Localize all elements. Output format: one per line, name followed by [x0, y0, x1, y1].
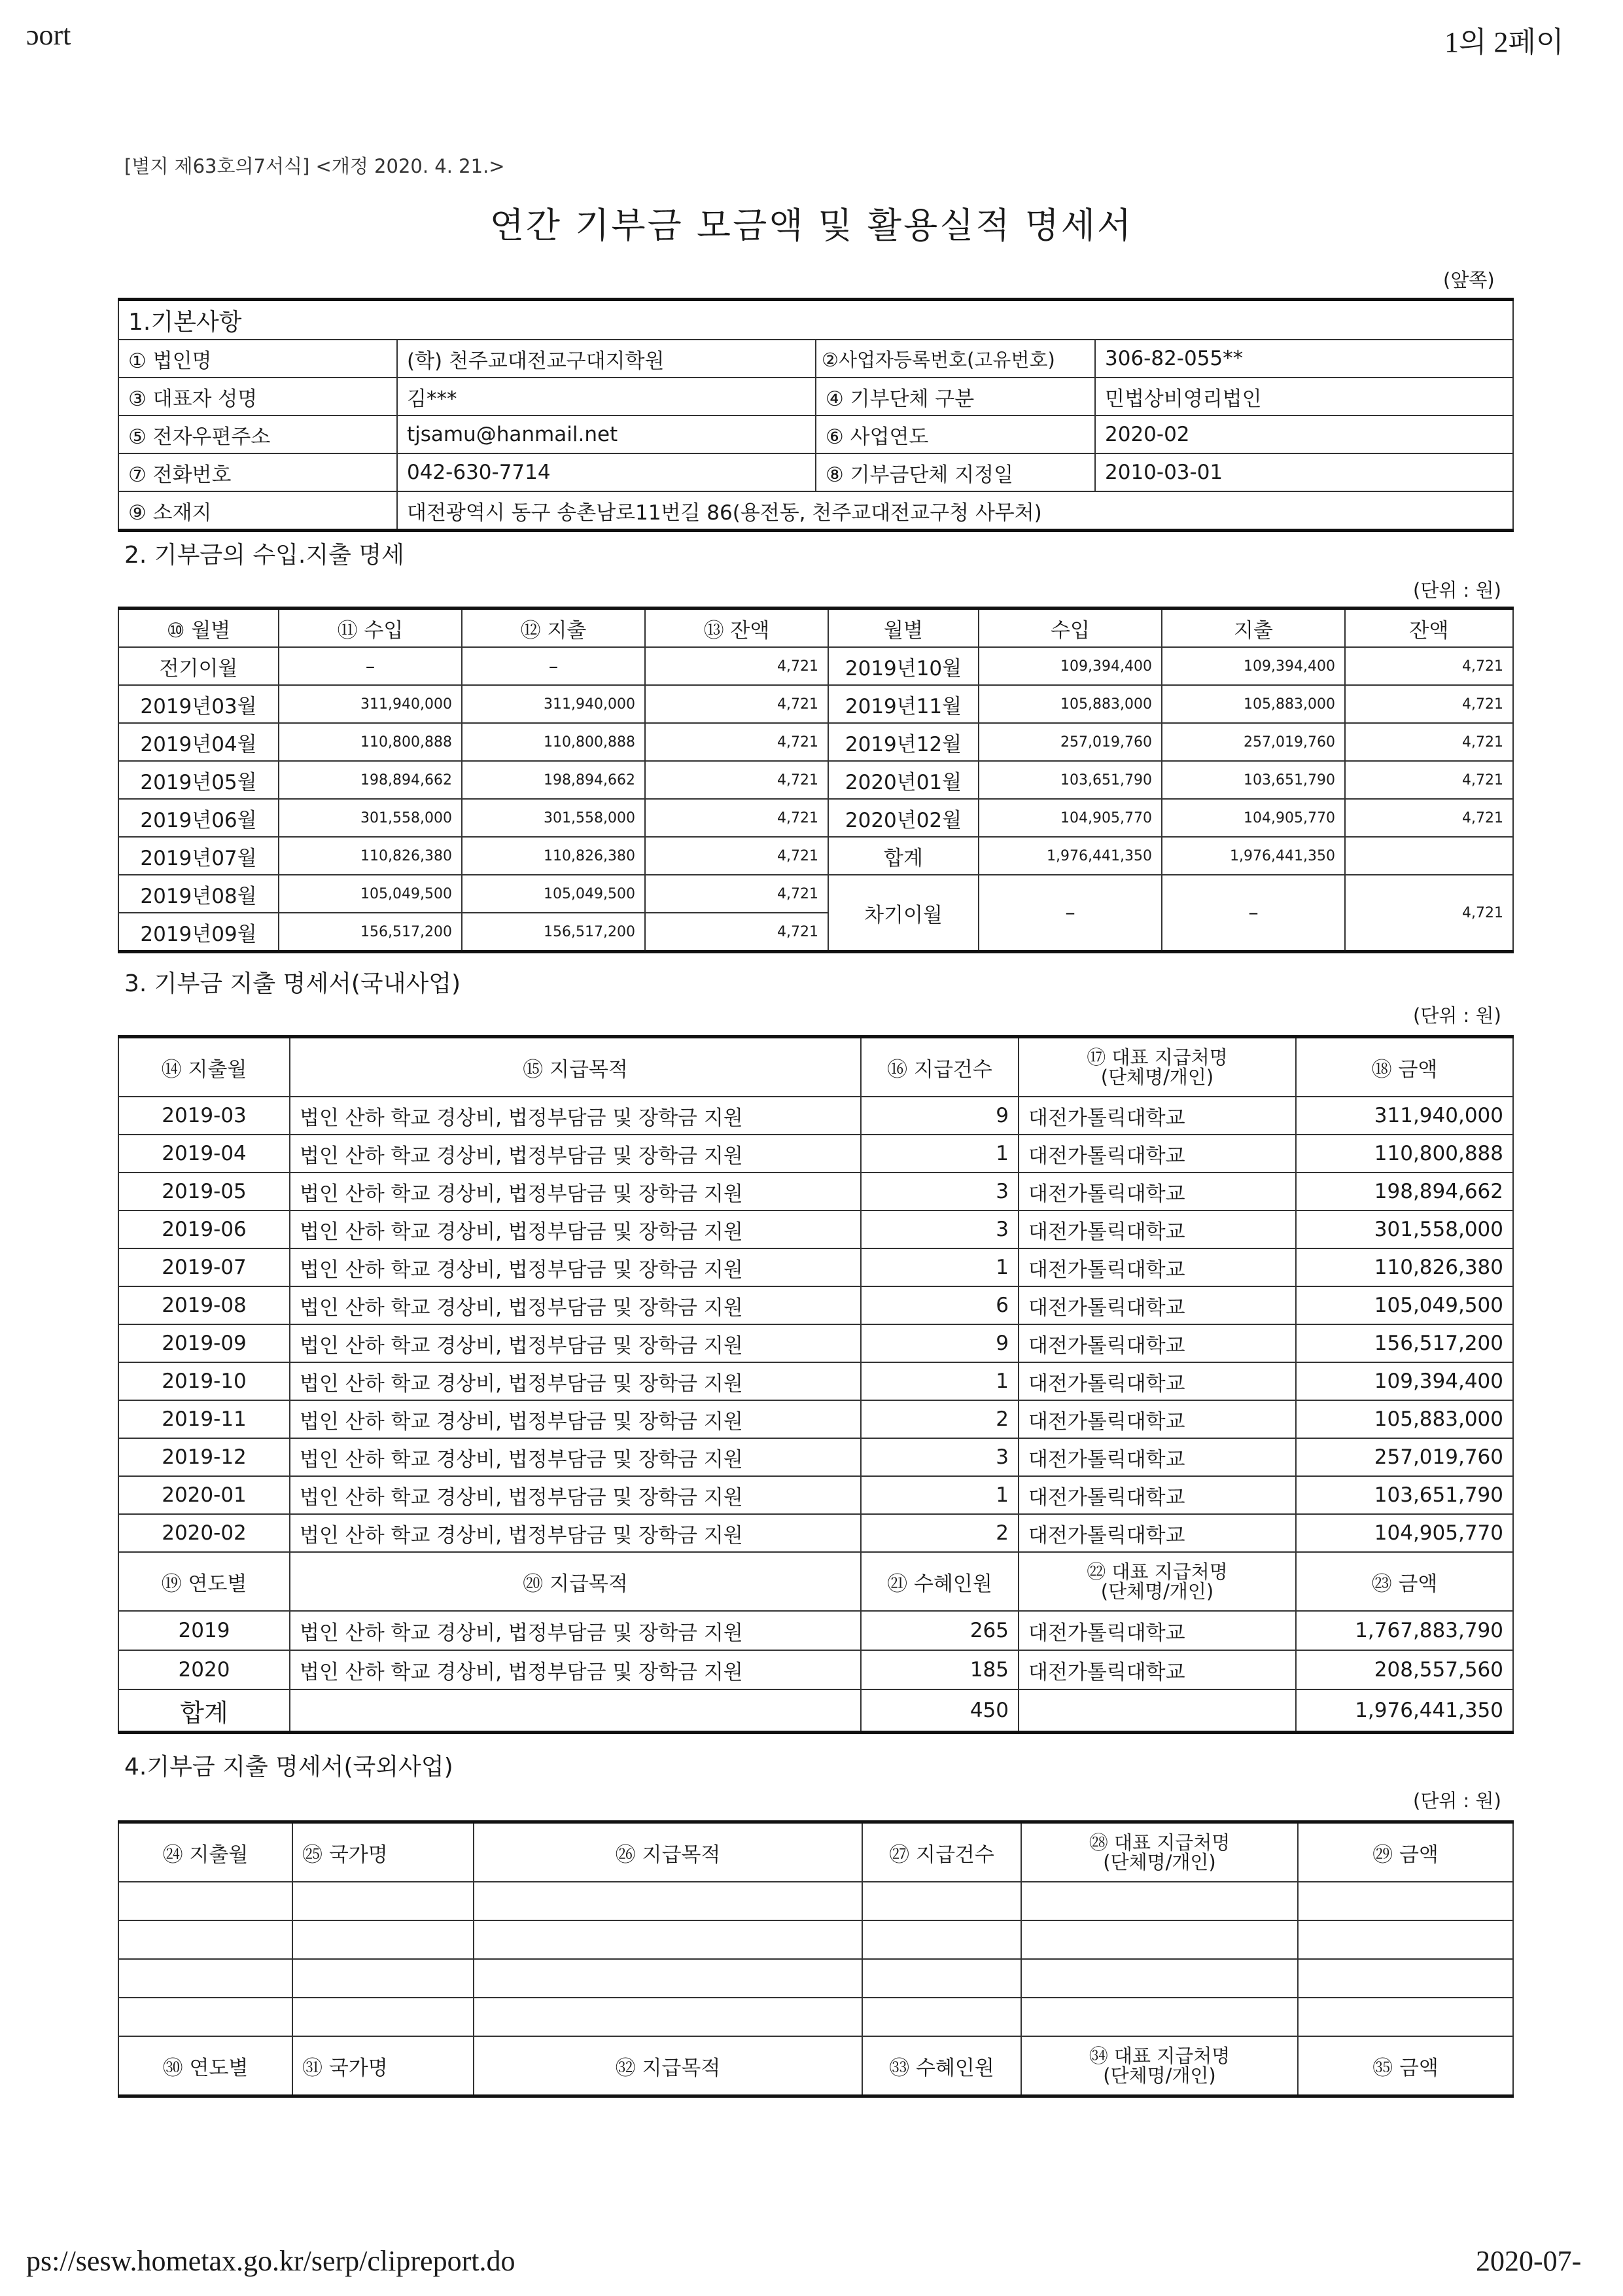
purpose-cell: 법인 산하 학교 경상비, 법정부담금 및 장학금 지원 — [290, 1362, 861, 1400]
field-label: ③ 대표자 성명 — [118, 378, 397, 415]
empty-cell — [1298, 1882, 1513, 1920]
column-header — [1021, 1822, 1298, 1882]
corp-name-value: (학) 천주교대전교구대지학원 — [397, 340, 816, 378]
print-header-left: ɔort — [26, 19, 71, 51]
column-header: ⑲ 연도별 — [118, 1552, 290, 1611]
column-header: 지출 — [1162, 609, 1345, 648]
balance-cell: 4,721 — [645, 761, 828, 799]
recipient-cell: 대전가톨릭대학교 — [1019, 1173, 1296, 1210]
month-cell: 2019-08 — [118, 1286, 290, 1324]
expense-cell: 198,894,662 — [462, 761, 645, 799]
basic-info-heading-row — [118, 300, 1513, 340]
income-cell: 109,394,400 — [979, 647, 1162, 685]
overseas-expense-table — [118, 1820, 1514, 2098]
empty-cell — [292, 1959, 474, 1998]
basic-info-row — [118, 415, 1513, 453]
purpose-cell: 법인 산하 학교 경상비, 법정부담금 및 장학금 지원 — [290, 1438, 861, 1476]
expense-cell: 105,049,500 — [462, 875, 645, 913]
expense-cell: 110,826,380 — [462, 837, 645, 875]
section-2-heading: 2. 기부금의 수입.지출 명세 — [124, 542, 404, 569]
phone-value: 042-630-7714 — [397, 453, 816, 491]
table-row — [118, 1400, 1513, 1438]
count-cell: 1 — [861, 1135, 1019, 1173]
field-label: ②사업자등록번호(고유번호) — [816, 340, 1095, 378]
amount-cell: 208,557,560 — [1296, 1650, 1513, 1689]
month-cell: 2019-07 — [118, 1248, 290, 1286]
count-cell: 3 — [861, 1210, 1019, 1248]
income-cell: 1,976,441,350 — [979, 837, 1162, 875]
month-cell: 2020년01월 — [828, 761, 979, 799]
beneficiary-count-cell: 185 — [861, 1650, 1019, 1689]
column-header: ㉓ 금액 — [1296, 1552, 1513, 1611]
balance-cell: 4,721 — [1345, 799, 1513, 837]
recipient-cell: 대전가톨릭대학교 — [1019, 1097, 1296, 1135]
column-header: ㉛ 국가명 — [292, 2036, 474, 2096]
month-cell: 2019-12 — [118, 1438, 290, 1476]
income-cell: 110,826,380 — [279, 837, 462, 875]
purpose-cell: 법인 산하 학교 경상비, 법정부담금 및 장학금 지원 — [290, 1650, 861, 1689]
column-header: ⑫ 지출 — [462, 609, 645, 648]
purpose-cell: 법인 산하 학교 경상비, 법정부담금 및 장학금 지원 — [290, 1173, 861, 1210]
field-label: ① 법인명 — [118, 340, 397, 378]
count-cell: 3 — [861, 1438, 1019, 1476]
field-label: ⑨ 소재지 — [118, 491, 397, 531]
basic-info-row — [118, 491, 1513, 531]
page-title: 연간 기부금 모금액 및 활용실적 명세서 — [489, 205, 1134, 246]
table-row — [118, 1611, 1513, 1650]
amount-cell: 104,905,770 — [1296, 1514, 1513, 1552]
recipient-cell: 대전가톨릭대학교 — [1019, 1514, 1296, 1552]
empty-cell — [1298, 1959, 1513, 1998]
month-cell: 2019년09월 — [118, 913, 279, 952]
column-header — [1019, 1552, 1296, 1611]
total-amount: 1,976,441,350 — [1296, 1689, 1513, 1733]
carry-forward-balance: 4,721 — [1345, 875, 1513, 952]
email-value: tjsamu@hanmail.net — [397, 415, 816, 453]
purpose-cell: 법인 산하 학교 경상비, 법정부담금 및 장학금 지원 — [290, 1476, 861, 1514]
empty-cell — [1298, 1920, 1513, 1959]
empty-cell — [118, 1959, 292, 1998]
representative-value: 김*** — [397, 378, 816, 415]
amount-cell: 156,517,200 — [1296, 1324, 1513, 1362]
amount-cell: 105,049,500 — [1296, 1286, 1513, 1324]
purpose-cell: 법인 산하 학교 경상비, 법정부담금 및 장학금 지원 — [290, 1514, 861, 1552]
carry-forward-label: 차기이월 — [828, 875, 979, 952]
month-cell: 2019-05 — [118, 1173, 290, 1210]
empty-cell — [474, 1959, 862, 1998]
year-cell: 2019 — [118, 1611, 290, 1650]
empty-cell — [1298, 1998, 1513, 2036]
column-header: ⑳ 지급목적 — [290, 1552, 861, 1611]
column-header: ㉔ 지출월 — [118, 1822, 292, 1882]
month-cell: 2019년04월 — [118, 723, 279, 761]
column-header: 잔액 — [1345, 609, 1513, 648]
field-label: ⑦ 전화번호 — [118, 453, 397, 491]
total-beneficiaries: 450 — [861, 1689, 1019, 1733]
recipient-header-line: ㉘ 대표 지급처명 — [1089, 1831, 1230, 1854]
column-header — [1019, 1037, 1296, 1097]
balance-cell: 4,721 — [1345, 685, 1513, 723]
empty-row — [118, 1998, 1513, 2036]
month-cell: 2019-11 — [118, 1400, 290, 1438]
carry-forward-income: – — [979, 875, 1162, 952]
table-row — [118, 1324, 1513, 1362]
month-cell: 2019년05월 — [118, 761, 279, 799]
expense-cell: 311,940,000 — [462, 685, 645, 723]
business-number-value: 306-82-055** — [1095, 340, 1513, 378]
column-header: ⑱ 금액 — [1296, 1037, 1513, 1097]
month-cell: 2020-01 — [118, 1476, 290, 1514]
address-value: 대전광역시 동구 송촌남로11번길 86(용전동, 천주교대전교구청 사무처) — [397, 491, 1513, 531]
table-row — [118, 1173, 1513, 1210]
column-header: ㉕ 국가명 — [292, 1822, 474, 1882]
month-cell: 2019-06 — [118, 1210, 290, 1248]
income-cell: 311,940,000 — [279, 685, 462, 723]
recipient-cell: 대전가톨릭대학교 — [1019, 1611, 1296, 1650]
section-1-heading: 1.기본사항 — [118, 300, 1513, 340]
header-row — [118, 1037, 1513, 1097]
donor-type-value: 민법상비영리법인 — [1095, 378, 1513, 415]
column-header: 수입 — [979, 609, 1162, 648]
balance-cell: 4,721 — [645, 913, 828, 952]
count-cell: 1 — [861, 1476, 1019, 1514]
empty-cell — [474, 1882, 862, 1920]
section-3-unit: (단위 : 원) — [1413, 1004, 1501, 1027]
month-cell: 2019년06월 — [118, 799, 279, 837]
empty-cell — [1021, 1882, 1298, 1920]
table-row — [118, 1097, 1513, 1135]
column-header: ㉟ 금액 — [1298, 2036, 1513, 2096]
recipient-cell: 대전가톨릭대학교 — [1019, 1438, 1296, 1476]
recipient-cell: 대전가톨릭대학교 — [1019, 1650, 1296, 1689]
table-row — [118, 875, 1513, 913]
amount-cell: 110,826,380 — [1296, 1248, 1513, 1286]
balance-cell: 4,721 — [1345, 647, 1513, 685]
column-header: ㉙ 금액 — [1298, 1822, 1513, 1882]
table-row — [118, 1210, 1513, 1248]
month-cell: 합계 — [828, 837, 979, 875]
basic-info-row — [118, 453, 1513, 491]
purpose-cell: 법인 산하 학교 경상비, 법정부담금 및 장학금 지원 — [290, 1248, 861, 1286]
footer-url: ps://sesw.hometax.go.kr/serp/clipreport.do — [26, 2245, 515, 2277]
income-cell: 257,019,760 — [979, 723, 1162, 761]
column-header: ⑮ 지급목적 — [290, 1037, 861, 1097]
column-header: ㉝ 수혜인원 — [862, 2036, 1021, 2096]
recipient-header-line: ⑰ 대표 지급처명 — [1087, 1046, 1228, 1069]
header-row — [118, 2036, 1513, 2096]
print-header-page: 1의 2페이 — [1444, 26, 1564, 58]
balance-cell — [1345, 837, 1513, 875]
year-cell: 2020 — [118, 1650, 290, 1689]
expense-cell: 109,394,400 — [1162, 647, 1345, 685]
total-label: 합계 — [118, 1689, 290, 1733]
recipient-header-line: ㉞ 대표 지급처명 — [1089, 2045, 1230, 2067]
income-cell: 156,517,200 — [279, 913, 462, 952]
income-cell: 198,894,662 — [279, 761, 462, 799]
page-side-label: (앞쪽) — [1443, 269, 1495, 291]
empty-cell — [862, 1959, 1021, 1998]
month-cell: 2019-03 — [118, 1097, 290, 1135]
column-header: ⑯ 지급건수 — [861, 1037, 1019, 1097]
recipient-header-line: ㉒ 대표 지급처명 — [1087, 1561, 1228, 1583]
amount-cell: 110,800,888 — [1296, 1135, 1513, 1173]
section-4-heading: 4.기부금 지출 명세서(국외사업) — [124, 1754, 453, 1780]
recipient-cell: 대전가톨릭대학교 — [1019, 1476, 1296, 1514]
expense-cell: 110,800,888 — [462, 723, 645, 761]
count-cell: 1 — [861, 1248, 1019, 1286]
section-4-unit: (단위 : 원) — [1413, 1790, 1501, 1812]
purpose-cell: 법인 산하 학교 경상비, 법정부담금 및 장학금 지원 — [290, 1135, 861, 1173]
month-cell: 2019년12월 — [828, 723, 979, 761]
basic-info-row — [118, 340, 1513, 378]
count-cell: 2 — [861, 1514, 1019, 1552]
empty-cell — [1021, 1959, 1298, 1998]
table-row — [118, 647, 1513, 685]
empty-cell — [292, 1920, 474, 1959]
recipient-cell: 대전가톨릭대학교 — [1019, 1324, 1296, 1362]
header-row — [118, 1552, 1513, 1611]
month-cell: 2019년07월 — [118, 837, 279, 875]
month-cell: 2019년11월 — [828, 685, 979, 723]
count-cell: 6 — [861, 1286, 1019, 1324]
table-row — [118, 1135, 1513, 1173]
month-cell: 2020-02 — [118, 1514, 290, 1552]
section-3-heading: 3. 기부금 지출 명세서(국내사업) — [124, 970, 461, 997]
recipient-header-subline: (단체명/개인) — [1103, 1851, 1216, 1873]
purpose-cell: 법인 산하 학교 경상비, 법정부담금 및 장학금 지원 — [290, 1097, 861, 1135]
basic-info-row — [118, 378, 1513, 415]
beneficiary-count-cell: 265 — [861, 1611, 1019, 1650]
header-row — [118, 1822, 1513, 1882]
recipient-cell: 대전가톨릭대학교 — [1019, 1400, 1296, 1438]
table-row — [118, 1650, 1513, 1689]
expense-cell: 257,019,760 — [1162, 723, 1345, 761]
recipient-cell: 대전가톨릭대학교 — [1019, 1135, 1296, 1173]
column-header: ㉖ 지급목적 — [474, 1822, 862, 1882]
count-cell: 9 — [861, 1324, 1019, 1362]
expense-cell: 103,651,790 — [1162, 761, 1345, 799]
table-row — [118, 799, 1513, 837]
empty-cell — [474, 1998, 862, 2036]
empty-cell — [474, 1920, 862, 1959]
month-cell: 2019-04 — [118, 1135, 290, 1173]
amount-cell: 301,558,000 — [1296, 1210, 1513, 1248]
income-cell: 105,883,000 — [979, 685, 1162, 723]
table-row — [118, 1514, 1513, 1552]
balance-cell: 4,721 — [645, 799, 828, 837]
empty-cell — [292, 1882, 474, 1920]
total-empty — [1019, 1689, 1296, 1733]
recipient-header-subline: (단체명/개인) — [1100, 1066, 1214, 1088]
month-cell: 2020년02월 — [828, 799, 979, 837]
recipient-header-subline: (단체명/개인) — [1103, 2064, 1216, 2087]
empty-cell — [1021, 1920, 1298, 1959]
column-header: ⑩ 월별 — [118, 609, 279, 648]
basic-info-table — [118, 298, 1514, 532]
expense-cell: 301,558,000 — [462, 799, 645, 837]
column-header: ㉗ 지급건수 — [862, 1822, 1021, 1882]
table-row — [118, 723, 1513, 761]
empty-cell — [862, 1882, 1021, 1920]
balance-cell: 4,721 — [1345, 761, 1513, 799]
field-label: ⑧ 기부금단체 지정일 — [816, 453, 1095, 491]
footer-date: 2020-07- — [1476, 2245, 1582, 2277]
recipient-cell: 대전가톨릭대학교 — [1019, 1362, 1296, 1400]
count-cell: 3 — [861, 1173, 1019, 1210]
amount-cell: 103,651,790 — [1296, 1476, 1513, 1514]
month-cell: 2019-10 — [118, 1362, 290, 1400]
field-label: ④ 기부단체 구분 — [816, 378, 1095, 415]
month-cell: 전기이월 — [118, 647, 279, 685]
header-row — [118, 609, 1513, 648]
recipient-cell: 대전가톨릭대학교 — [1019, 1286, 1296, 1324]
amount-cell: 105,883,000 — [1296, 1400, 1513, 1438]
empty-cell — [292, 1998, 474, 2036]
recipient-cell: 대전가톨릭대학교 — [1019, 1248, 1296, 1286]
field-label: ⑤ 전자우편주소 — [118, 415, 397, 453]
expense-cell: – — [462, 647, 645, 685]
table-row — [118, 1438, 1513, 1476]
purpose-cell: 법인 산하 학교 경상비, 법정부담금 및 장학금 지원 — [290, 1286, 861, 1324]
month-cell: 2019-09 — [118, 1324, 290, 1362]
month-cell: 2019년03월 — [118, 685, 279, 723]
balance-cell: 4,721 — [645, 723, 828, 761]
table-row — [118, 1362, 1513, 1400]
expense-cell: 104,905,770 — [1162, 799, 1345, 837]
carry-forward-expense: – — [1162, 875, 1345, 952]
income-expense-table — [118, 607, 1514, 953]
income-cell: 104,905,770 — [979, 799, 1162, 837]
income-cell: 103,651,790 — [979, 761, 1162, 799]
fiscal-year-value: 2020-02 — [1095, 415, 1513, 453]
count-cell: 1 — [861, 1362, 1019, 1400]
empty-cell — [1021, 1998, 1298, 2036]
month-cell: 2019년08월 — [118, 875, 279, 913]
table-row — [118, 761, 1513, 799]
column-header — [1021, 2036, 1298, 2096]
section-2-unit: (단위 : 원) — [1413, 579, 1501, 601]
amount-cell: 311,940,000 — [1296, 1097, 1513, 1135]
column-header: ⑪ 수입 — [279, 609, 462, 648]
form-reference: [별지 제63호의7서식] <개정 2020. 4. 21.> — [124, 155, 505, 177]
column-header: ㉜ 지급목적 — [474, 2036, 862, 2096]
recipient-cell: 대전가톨릭대학교 — [1019, 1210, 1296, 1248]
expense-cell: 1,976,441,350 — [1162, 837, 1345, 875]
empty-cell — [118, 1998, 292, 2036]
income-cell: 301,558,000 — [279, 799, 462, 837]
expense-cell: 105,883,000 — [1162, 685, 1345, 723]
income-cell: 105,049,500 — [279, 875, 462, 913]
balance-cell: 4,721 — [645, 875, 828, 913]
expense-cell: 156,517,200 — [462, 913, 645, 952]
empty-cell — [862, 1920, 1021, 1959]
field-label: ⑥ 사업연도 — [816, 415, 1095, 453]
column-header: ⑬ 잔액 — [645, 609, 828, 648]
empty-cell — [118, 1882, 292, 1920]
amount-cell: 257,019,760 — [1296, 1438, 1513, 1476]
empty-cell — [862, 1998, 1021, 2036]
empty-cell — [118, 1920, 292, 1959]
empty-row — [118, 1920, 1513, 1959]
column-header: ㉚ 연도별 — [118, 2036, 292, 2096]
table-row — [118, 837, 1513, 875]
purpose-cell: 법인 산하 학교 경상비, 법정부담금 및 장학금 지원 — [290, 1210, 861, 1248]
total-row — [118, 1689, 1513, 1733]
amount-cell: 109,394,400 — [1296, 1362, 1513, 1400]
balance-cell: 4,721 — [1345, 723, 1513, 761]
table-row — [118, 1286, 1513, 1324]
count-cell: 9 — [861, 1097, 1019, 1135]
column-header: ⑭ 지출월 — [118, 1037, 290, 1097]
income-cell: – — [279, 647, 462, 685]
empty-row — [118, 1959, 1513, 1998]
balance-cell: 4,721 — [645, 837, 828, 875]
empty-row — [118, 1882, 1513, 1920]
amount-cell: 198,894,662 — [1296, 1173, 1513, 1210]
recipient-header-subline: (단체명/개인) — [1100, 1580, 1214, 1602]
balance-cell: 4,721 — [645, 647, 828, 685]
purpose-cell: 법인 산하 학교 경상비, 법정부담금 및 장학금 지원 — [290, 1400, 861, 1438]
amount-cell: 1,767,883,790 — [1296, 1611, 1513, 1650]
table-row — [118, 685, 1513, 723]
balance-cell: 4,721 — [645, 685, 828, 723]
domestic-expense-table — [118, 1035, 1514, 1734]
table-row — [118, 1248, 1513, 1286]
purpose-cell: 법인 산하 학교 경상비, 법정부담금 및 장학금 지원 — [290, 1324, 861, 1362]
table-row — [118, 1476, 1513, 1514]
month-cell: 2019년10월 — [828, 647, 979, 685]
income-cell: 110,800,888 — [279, 723, 462, 761]
count-cell: 2 — [861, 1400, 1019, 1438]
purpose-cell: 법인 산하 학교 경상비, 법정부담금 및 장학금 지원 — [290, 1611, 861, 1650]
column-header: 월별 — [828, 609, 979, 648]
designation-date-value: 2010-03-01 — [1095, 453, 1513, 491]
column-header: ㉑ 수혜인원 — [861, 1552, 1019, 1611]
total-empty — [290, 1689, 861, 1733]
